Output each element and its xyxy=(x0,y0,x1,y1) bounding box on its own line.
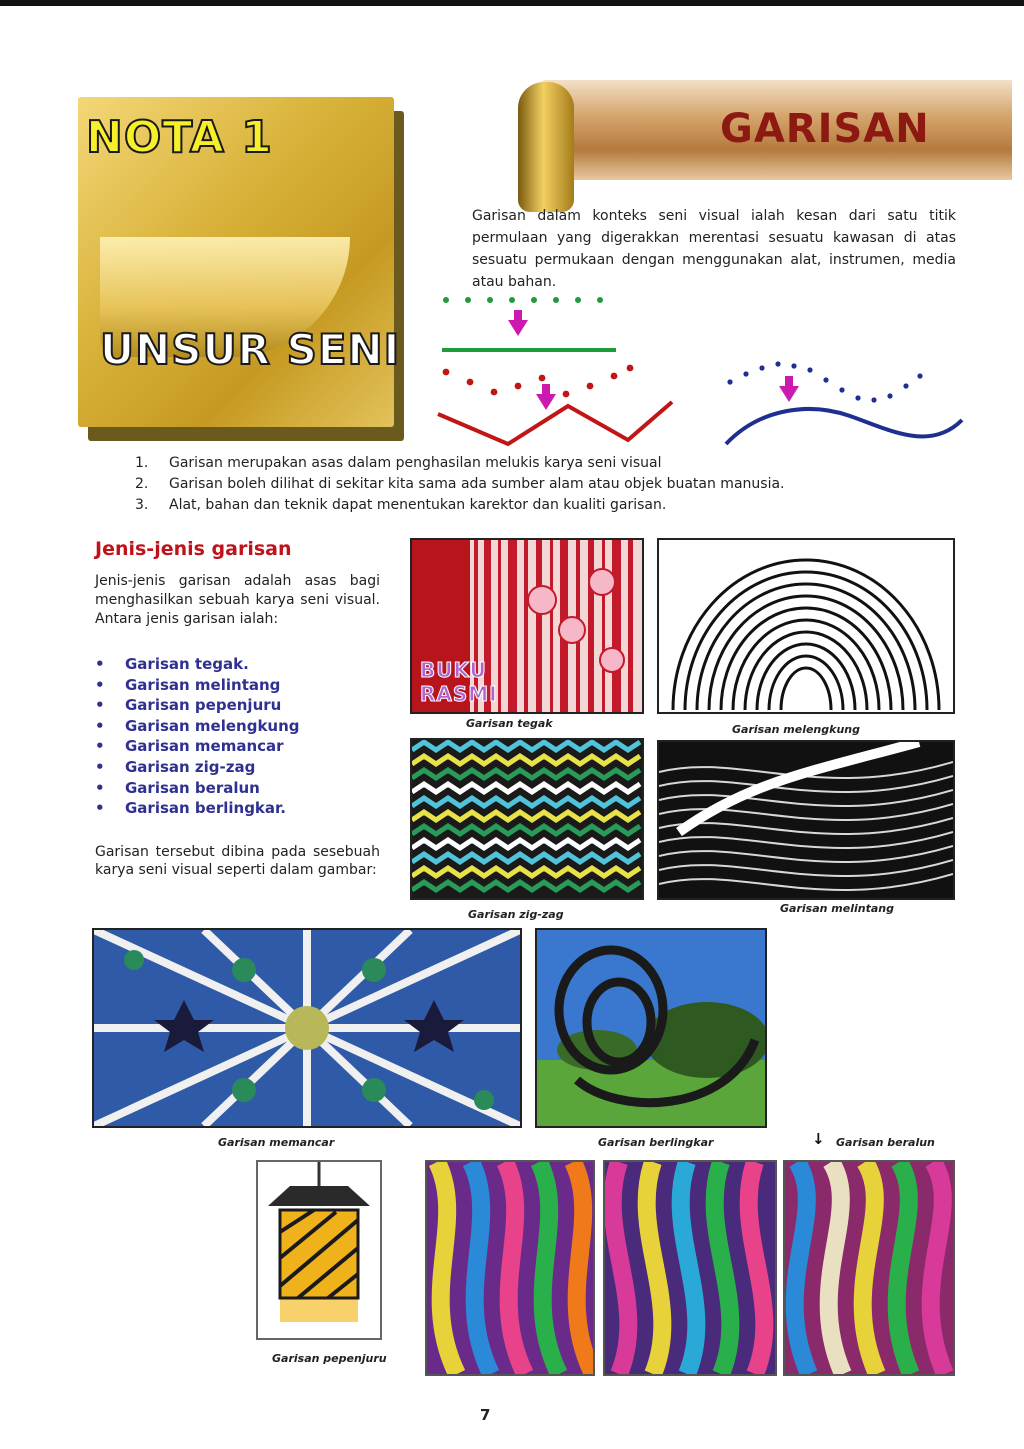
section-title: Jenis-jenis garisan xyxy=(95,538,292,560)
list-item: 2. Garisan boleh dilihat di sekitar kita sama ada sumber alam atau objek buatan manusia. xyxy=(135,476,785,492)
line-types-list xyxy=(95,654,380,819)
caption-pepenjuru: Garisan pepenjuru xyxy=(272,1352,387,1365)
caption-melintang: Garisan melintang xyxy=(780,902,894,915)
top-rule xyxy=(0,0,1024,6)
bullet-icon: • xyxy=(95,655,105,673)
red-dotted-line xyxy=(443,365,634,398)
page-title: GARISAN xyxy=(720,106,930,152)
horizontal-lines-image xyxy=(657,740,955,900)
wavy-lines-image-1 xyxy=(425,1160,595,1376)
caption-beralun: Garisan beralun xyxy=(836,1136,935,1149)
vertical-lines-image xyxy=(410,538,644,714)
blue-wavy-line xyxy=(726,409,962,444)
bullet-icon: • xyxy=(95,675,105,694)
bullet-icon: • xyxy=(95,737,105,756)
red-zigzag-line xyxy=(438,402,672,444)
blue-dotted-line xyxy=(727,361,922,402)
list-item: • Garisan memancar xyxy=(95,737,284,756)
caption-tegak: Garisan tegak xyxy=(466,717,553,730)
list-item: • Garisan zig-zag xyxy=(95,757,256,776)
list-item: • Garisan berlingkar. xyxy=(95,799,286,818)
closing-paragraph: Garisan tersebut dibina pada sesebuah karya seni visual seperti dalam gambar: xyxy=(95,844,380,878)
zigzag-lines-image xyxy=(410,738,644,900)
list-item: • Garisan tegak. xyxy=(95,655,249,673)
green-dotted-line xyxy=(443,297,603,303)
bullet-icon: • xyxy=(95,696,105,715)
bullet-icon: • xyxy=(95,757,105,776)
diagonal-lamp-image xyxy=(256,1160,382,1340)
list-item: • Garisan pepenjuru xyxy=(95,696,282,715)
image-text-buku: BUKU xyxy=(420,658,487,682)
caption-memancar: Garisan memancar xyxy=(218,1136,335,1149)
spiral-sculpture-image xyxy=(535,928,767,1128)
list-item: 3. Alat, bahan dan teknik dapat menentukan karektor dan kualiti garisan. xyxy=(135,497,667,513)
scroll-roll-decoration xyxy=(518,82,574,212)
bullet-icon: • xyxy=(95,799,105,818)
note-subtitle: UNSUR SENI xyxy=(100,325,401,374)
caption-berlingkar: Garisan berlingkar xyxy=(598,1136,714,1149)
radiating-lines-image xyxy=(92,928,522,1128)
arrow-down-icon xyxy=(508,310,528,336)
arrow-down-icon xyxy=(779,376,799,402)
section-paragraph: Jenis-jenis garisan adalah asas bagi menghasilkan sebuah karya seni visual. Antara jenis garisan ialah: xyxy=(95,573,380,627)
caption-melengkung: Garisan melengkung xyxy=(732,723,860,736)
bullet-icon: • xyxy=(95,716,105,735)
caption-zigzag: Garisan zig-zag xyxy=(468,908,564,921)
line-demonstration-illustration xyxy=(430,290,970,455)
list-item: • Garisan melintang xyxy=(95,675,281,694)
arrow-down-icon: ↓ xyxy=(812,1130,825,1148)
list-item: • Garisan beralun xyxy=(95,778,260,797)
arrow-down-icon xyxy=(536,384,556,410)
note-title: NOTA 1 xyxy=(86,112,273,163)
image-text-rasmi: RASMI xyxy=(420,682,498,706)
wavy-lines-image-2 xyxy=(603,1160,777,1376)
page-number: 7 xyxy=(480,1406,491,1424)
list-item: 1. Garisan merupakan asas dalam penghasilan melukis karya seni visual xyxy=(135,455,662,471)
bullet-icon: • xyxy=(95,778,105,797)
wavy-lines-image-3 xyxy=(783,1160,955,1376)
key-points-list xyxy=(135,453,935,516)
list-item: • Garisan melengkung xyxy=(95,716,300,735)
intro-paragraph: Garisan dalam konteks seni visual ialah kesan dari satu titik permulaan yang digerakkan merentasi sesuatu kawasan di atas sesuatu permukaan dengan menggunakan alat, instrumen, media atau bahan. xyxy=(472,208,956,290)
curved-lines-image xyxy=(657,538,955,714)
